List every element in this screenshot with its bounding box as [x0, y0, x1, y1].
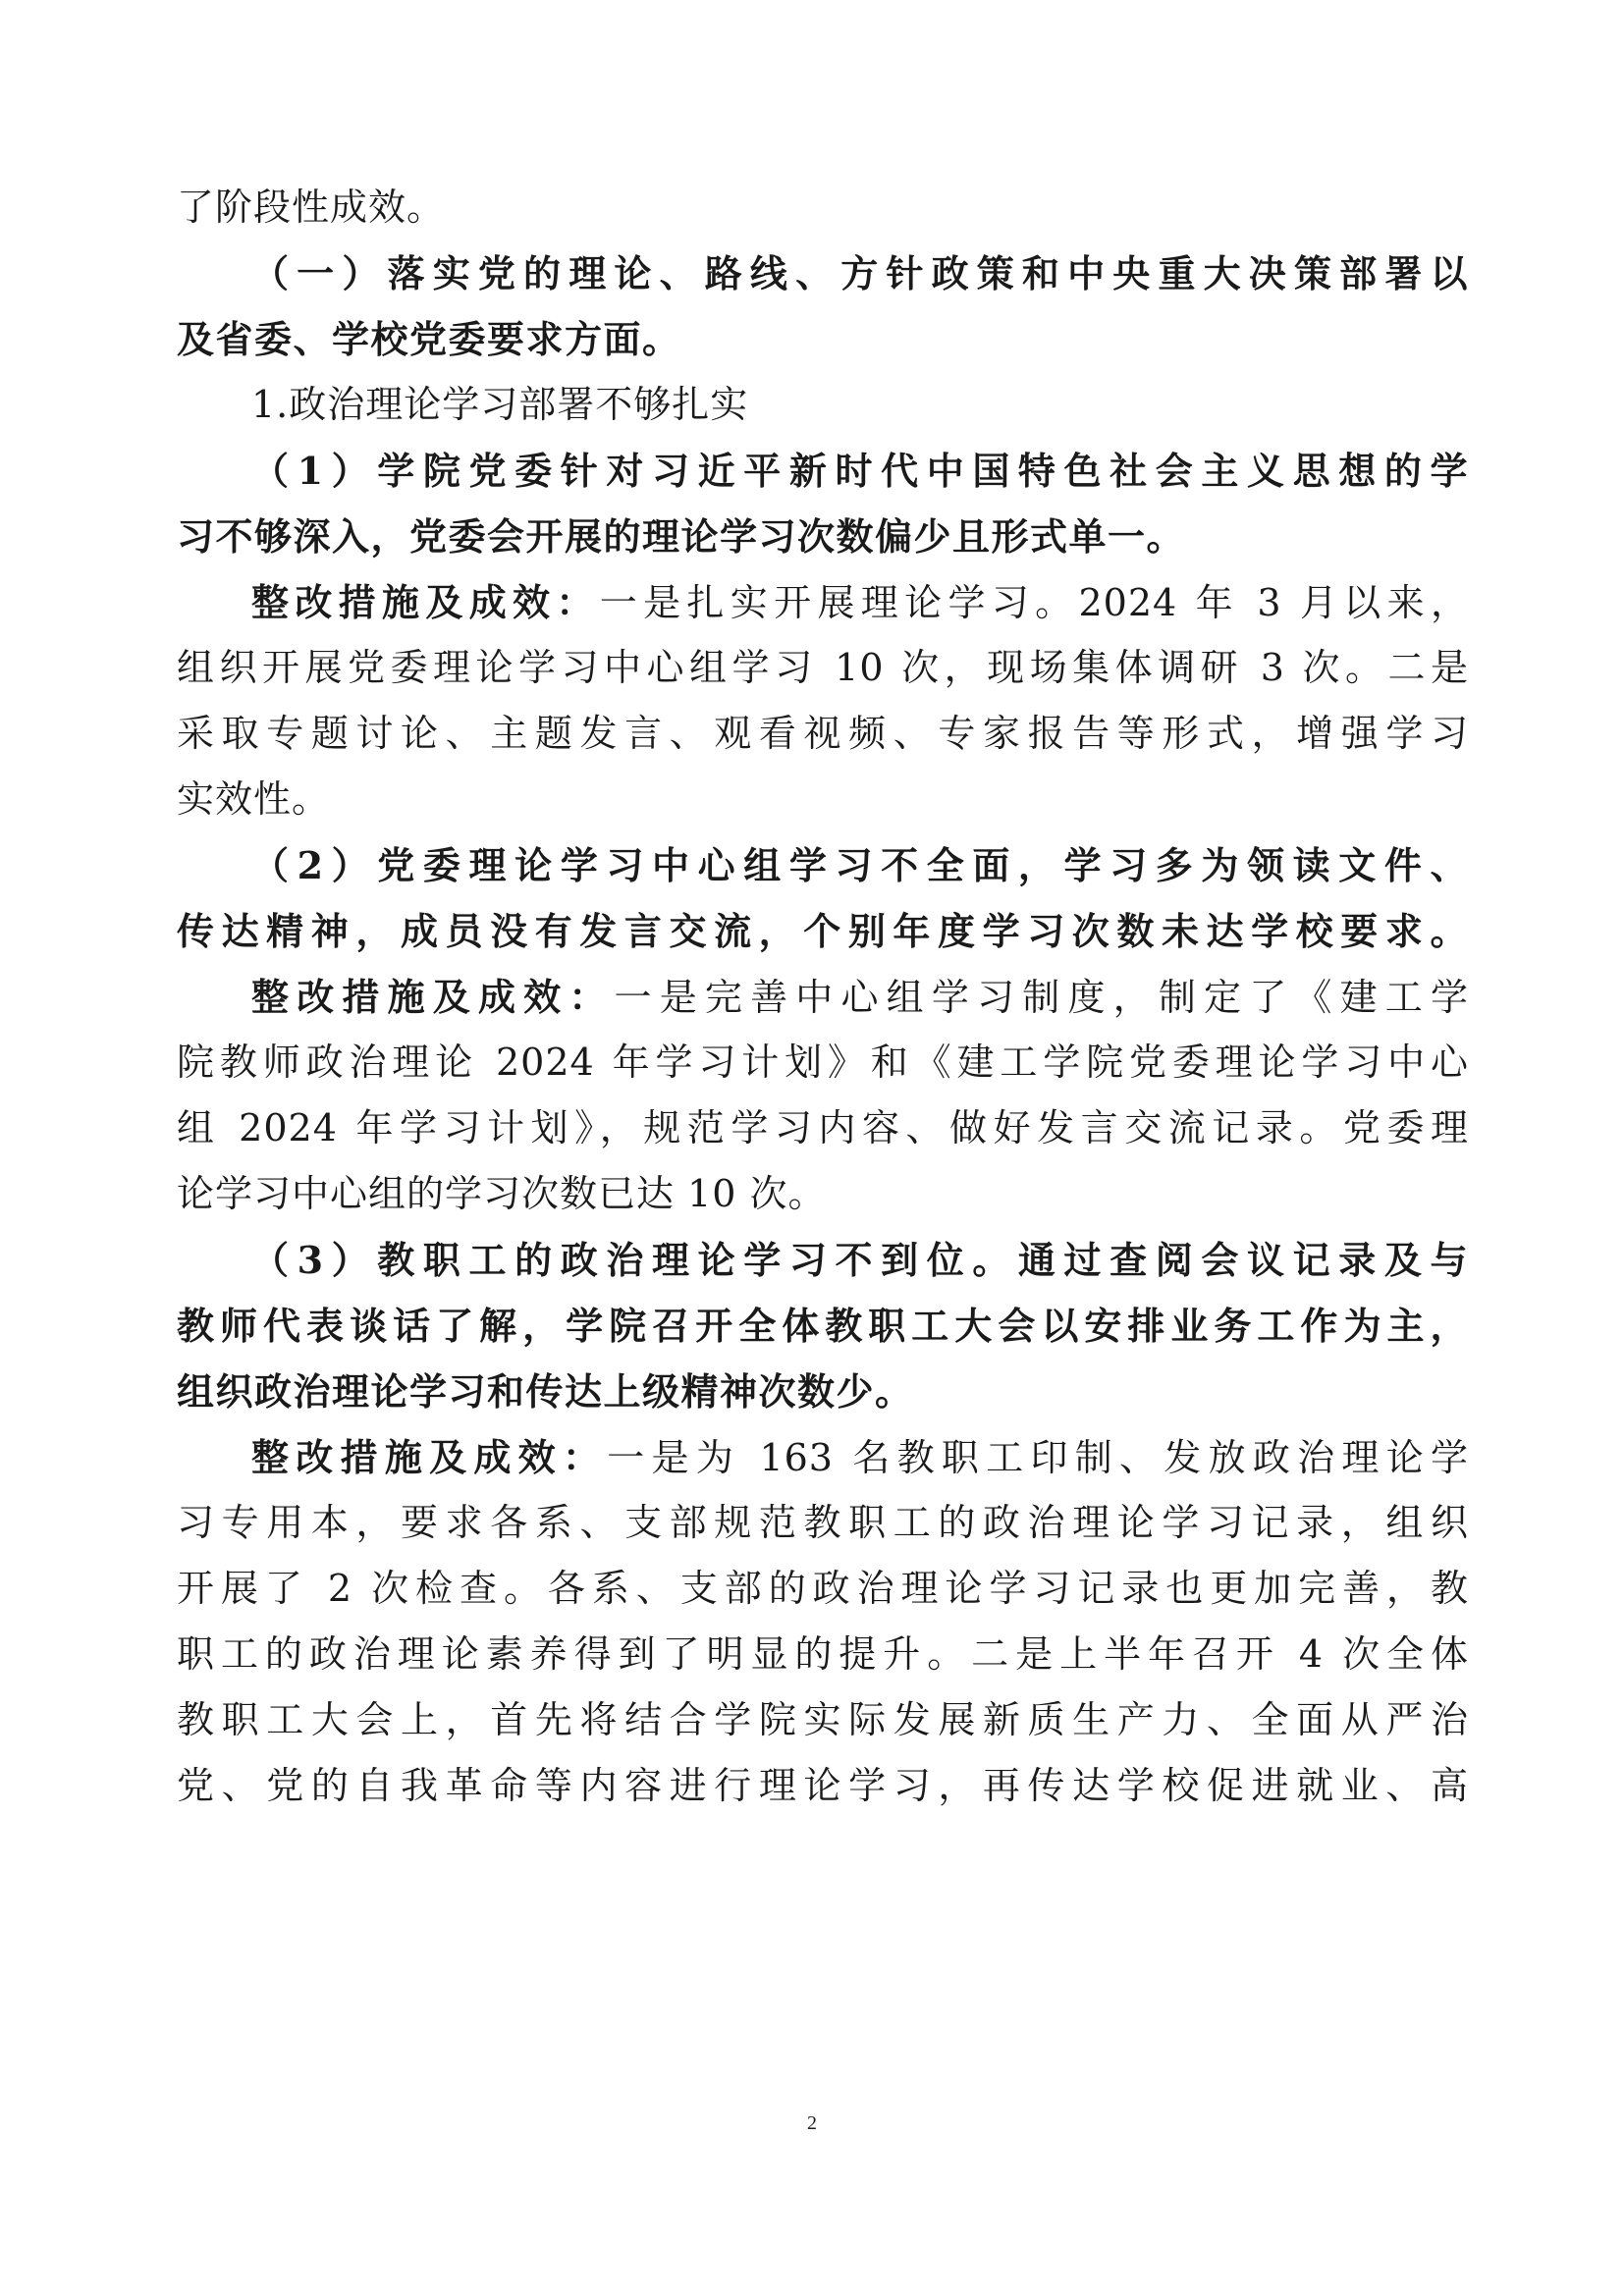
heading-line: [177, 832, 1469, 898]
line-text: （1）学院党委针对习近平新时代中国特色社会主义思想的学: [251, 449, 1469, 493]
measures-lead-label: 整改措施及成效：: [251, 975, 615, 1019]
line-text: 一是为 163 名教职工印制、发放政治理论学: [607, 1436, 1469, 1479]
heading-line: [177, 306, 1469, 372]
paragraph-line: [177, 1556, 1469, 1622]
paragraph-line: [177, 569, 1469, 635]
line-text: 一是完善中心组学习制度，制定了《建工学: [614, 976, 1469, 1019]
paragraph-line: [177, 1030, 1469, 1095]
measures-lead-label: 整改措施及成效：: [251, 580, 600, 624]
line-text: 党、党的自我革命等内容进行理论学习，再传达学校促进就业、高: [177, 1764, 1469, 1807]
line-text: 了阶段性成效。: [177, 186, 446, 229]
line-text: 院教师政治理论 2024 年学习计划》和《建工学院党委理论学习中心: [177, 1041, 1469, 1084]
line-text: 采取专题讨论、主题发言、观看视频、专家报告等形式，增强学习: [177, 712, 1469, 755]
line-text: 开展了 2 次检查。各系、支部的政治理论学习记录也更加完善，教: [177, 1567, 1469, 1610]
body-text: [177, 175, 1469, 1819]
paragraph-line: [177, 1095, 1469, 1161]
paragraph-line: [177, 964, 1469, 1030]
heading-line: [177, 1293, 1469, 1359]
line-text: 组 2024 年学习计划》，规范学习内容、做好发言交流记录。党委理: [177, 1106, 1469, 1149]
heading-line: [177, 438, 1469, 504]
line-text: 教职工大会上，首先将结合学院实际发展新质生产力、全面从严治: [177, 1698, 1469, 1741]
line-text: 习不够深入，党委会开展的理论学习次数偏少且形式单一。: [177, 514, 1186, 559]
heading-line: [177, 898, 1469, 964]
line-text: 组织开展党委理论学习中心组学习 10 次，现场集体调研 3 次。二是: [177, 646, 1469, 689]
line-text: 教师代表谈话了解，学院召开全体教职工大会以安排业务工作为主，: [177, 1304, 1469, 1348]
line-text: （2）党委理论学习中心组学习不全面，学习多为领读文件、: [251, 843, 1469, 887]
line-text: 组织政治理论学习和传达上级精神次数少。: [177, 1369, 914, 1414]
heading-line: [177, 240, 1469, 306]
line-text: 实效性。: [177, 777, 331, 821]
paragraph-line: [177, 1753, 1469, 1819]
paragraph-line: [177, 767, 1469, 832]
paragraph-line: [177, 175, 1469, 240]
line-text: （一）落实党的理论、路线、方针政策和中央重大决策部署以: [251, 251, 1469, 295]
paragraph-line: [177, 635, 1469, 701]
heading-line: [177, 1227, 1469, 1293]
line-text: 论学习中心组的学习次数已达 10 次。: [177, 1172, 827, 1215]
line-text: 习专用本，要求各系、支部规范教职工的政治理论学习记录，组织: [177, 1501, 1469, 1544]
paragraph-line: [177, 1687, 1469, 1753]
heading-line: [177, 1359, 1469, 1424]
line-text: 一是扎实开展理论学习。2024 年 3 月以来，: [599, 581, 1469, 624]
line-text: 传达精神，成员没有发言交流，个别年度学习次数未达学校要求。: [177, 909, 1469, 953]
page-number: 2: [807, 2112, 817, 2134]
paragraph-line: [177, 1490, 1469, 1556]
paragraph-line: [177, 701, 1469, 767]
paragraph-line: [177, 1622, 1469, 1687]
measures-lead-label: 整改措施及成效：: [251, 1435, 608, 1479]
line-text: 及省委、学校党委要求方面。: [177, 317, 681, 361]
line-text: 1.政治理论学习部署不够扎实: [251, 383, 749, 426]
heading-line: [177, 504, 1469, 569]
paragraph-line: [177, 1424, 1469, 1490]
line-text: 职工的政治理论素养得到了明显的提升。二是上半年召开 4 次全体: [177, 1632, 1469, 1676]
paragraph-line: [177, 372, 1469, 438]
line-text: （3）教职工的政治理论学习不到位。通过查阅会议记录及与: [251, 1238, 1469, 1282]
paragraph-line: [177, 1161, 1469, 1227]
